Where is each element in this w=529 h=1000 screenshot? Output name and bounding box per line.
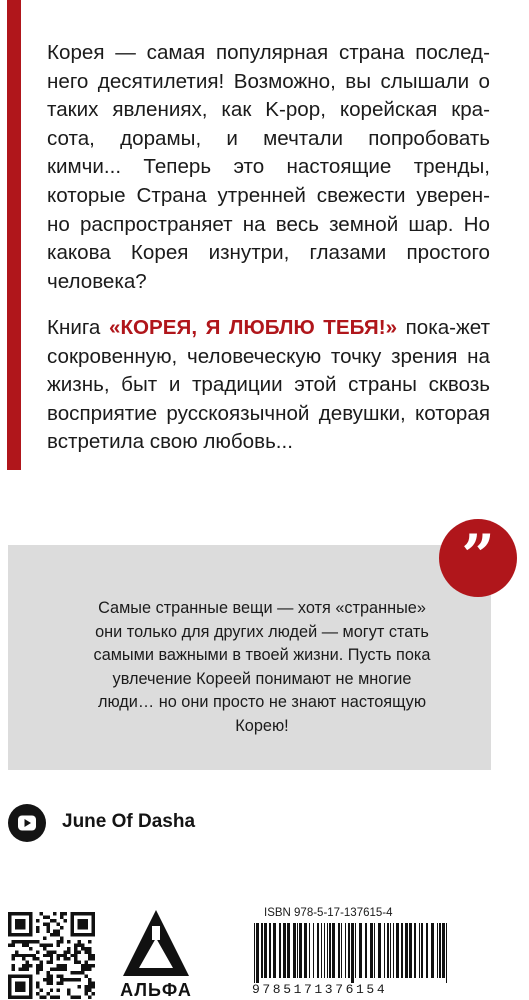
paragraph-2-rest: пока-жет сокровенную, человеческую точку зрения на жизнь, быт и традиции этой страны сквозь восприятие русскоязычной девушки, которая встретила свою любовь...	[47, 316, 490, 454]
channel-name: June Of Dasha	[62, 811, 196, 832]
publisher-name: АЛЬФА	[120, 980, 192, 1000]
barcode-digits: 9785171376154	[252, 982, 388, 997]
youtube-play-icon	[8, 804, 46, 842]
quote-text: Самые странные вещи — хотя «странные» они только для других людей — могут стать самыми важными в твоей жизни. Пусть пока увлечение Кореей понимают не многие люди… но они просто не знают настоящую Корею!	[93, 599, 431, 735]
paragraph-2-lead: Книга	[47, 316, 101, 339]
description-paragraph-1	[47, 39, 490, 296]
qr-code	[8, 911, 95, 1000]
isbn-label: ISBN 978-5-17-137615-4	[264, 907, 393, 919]
book-title: «КОРЕЯ, Я ЛЮБЛЮ ТЕБЯ!»	[109, 316, 398, 339]
barcode	[252, 923, 450, 983]
accent-bar	[7, 0, 21, 470]
paragraph-1-text: Корея — самая популярная страна послед-него десятилетия! Возможно, вы слышали о таких явлениях, как K-pop, корейская кра-сота, дорамы, и мечтали попробовать кимчи... Теперь это настоящие тренды, которые Страна утренней свежести уверен-но распространяет на весь земной шар. Но какова Корея изнутри, глазами простого человека?	[47, 41, 490, 293]
description-paragraph-2	[47, 314, 490, 457]
quote-mark-icon: ”	[461, 522, 495, 590]
quote-badge	[439, 519, 517, 597]
